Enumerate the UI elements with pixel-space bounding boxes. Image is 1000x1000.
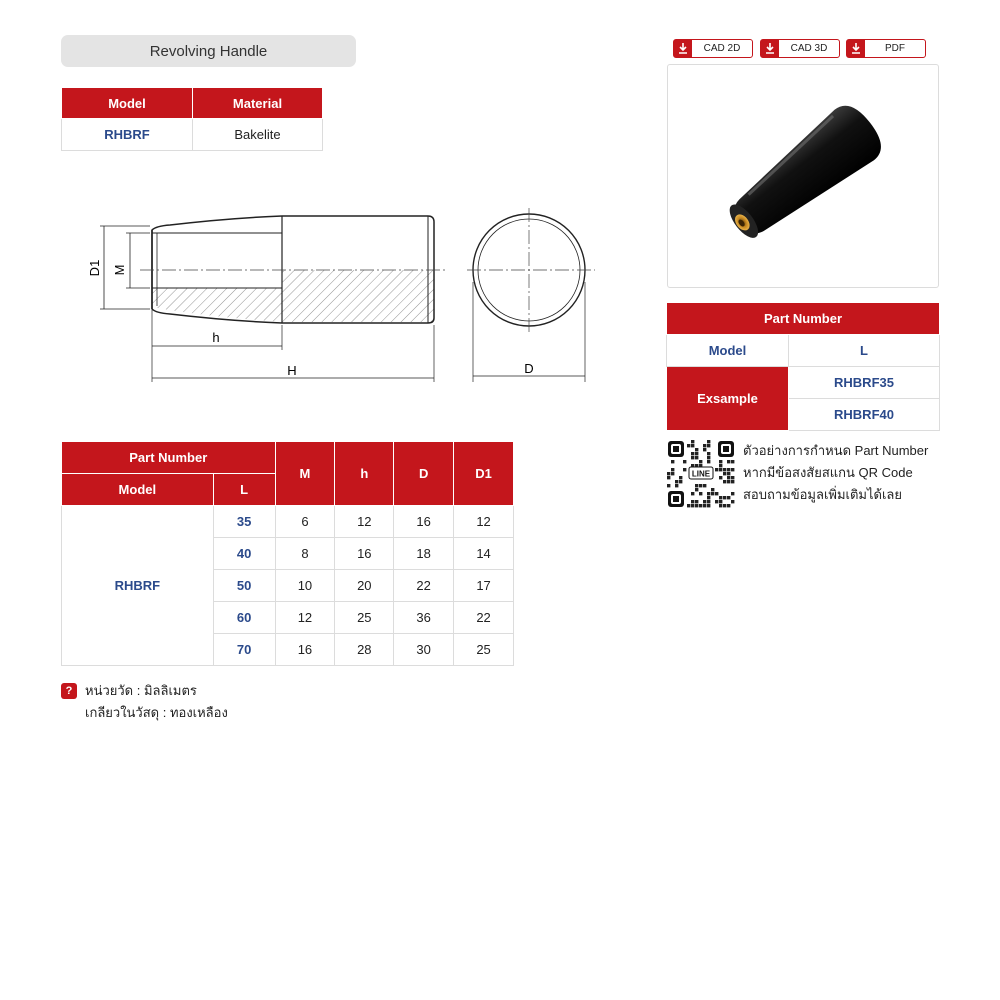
spec-model-cell: RHBRF: [62, 506, 214, 666]
cell-m: 10: [275, 570, 335, 602]
example-label: Exsample: [667, 367, 789, 431]
H-label: H: [287, 363, 297, 378]
col-header-h: h: [335, 442, 394, 506]
cell-m: 8: [275, 538, 335, 570]
cell-d: 22: [394, 570, 454, 602]
download-icon: [674, 40, 692, 57]
pdf-download-button[interactable]: [846, 39, 926, 58]
example-value: RHBRF35: [789, 367, 940, 399]
pn-l-header: L: [789, 335, 940, 367]
note-line: เกลียวในวัสดุ : ทองเหลือง: [85, 705, 228, 720]
cell-h: 25: [335, 602, 394, 634]
col-header-l: L: [213, 474, 275, 506]
cell-h: 16: [335, 538, 394, 570]
qr-note-line: สอบถามข้อมูลเพิ่มเติมได้เลย: [743, 487, 903, 502]
col-header-d1: D1: [454, 442, 514, 506]
cell-l: 35: [213, 506, 275, 538]
col-header-model: Model: [62, 474, 214, 506]
cell-m: 16: [275, 634, 335, 666]
cad-2d-download-button[interactable]: [673, 39, 753, 58]
cell-h: 12: [335, 506, 394, 538]
line-qr-code[interactable]: [667, 440, 735, 508]
cell-m: 6: [275, 506, 335, 538]
cad-3d-label: CAD 3D: [790, 43, 828, 54]
cell-d1: 17: [454, 570, 514, 602]
cell-l: 50: [213, 570, 275, 602]
qr-note: [743, 440, 928, 506]
product-photo: [667, 64, 939, 288]
col-header-m: M: [275, 442, 335, 506]
part-number-example-table: [666, 302, 940, 431]
download-icon: [761, 40, 779, 57]
cell-d: 18: [394, 538, 454, 570]
cell-d: 16: [394, 506, 454, 538]
cell-l: 60: [213, 602, 275, 634]
cell-l: 70: [213, 634, 275, 666]
model-value: RHBRF: [62, 119, 193, 151]
material-header: Material: [193, 88, 323, 119]
notes: [85, 680, 228, 724]
pn-model-header: Model: [667, 335, 789, 367]
line-label: LINE: [691, 469, 711, 479]
cell-d: 30: [394, 634, 454, 666]
cell-d: 36: [394, 602, 454, 634]
model-material-table: [61, 87, 323, 151]
download-icon: [847, 40, 865, 57]
question-icon: ?: [61, 683, 77, 699]
cell-l: 40: [213, 538, 275, 570]
note-line: หน่วยวัด : มิลลิเมตร: [85, 683, 197, 698]
model-header: Model: [62, 88, 193, 119]
cell-d1: 12: [454, 506, 514, 538]
cell-d1: 14: [454, 538, 514, 570]
table-row: [62, 506, 514, 538]
technical-drawing: [80, 200, 620, 400]
pdf-label: PDF: [885, 43, 905, 54]
example-value: RHBRF40: [789, 399, 940, 431]
h-label: h: [212, 330, 220, 345]
D-label: D: [524, 361, 534, 376]
cell-m: 12: [275, 602, 335, 634]
cad-3d-download-button[interactable]: [760, 39, 840, 58]
part-number-title: Part Number: [667, 303, 940, 335]
cell-d1: 22: [454, 602, 514, 634]
d1-label: D1: [87, 259, 102, 277]
m-label: M: [112, 264, 127, 276]
spec-table: [61, 441, 514, 666]
cad-2d-label: CAD 2D: [703, 43, 741, 54]
cell-d1: 25: [454, 634, 514, 666]
spec-part-number-header: Part Number: [62, 442, 276, 474]
cell-h: 28: [335, 634, 394, 666]
page-title: Revolving Handle: [61, 35, 356, 67]
qr-note-line: หากมีข้อสงสัยสแกน QR Code: [743, 465, 913, 480]
qr-note-line: ตัวอย่างการกำหนด Part Number: [743, 443, 929, 458]
cell-h: 20: [335, 570, 394, 602]
material-value: Bakelite: [193, 119, 323, 151]
col-header-d: D: [394, 442, 454, 506]
